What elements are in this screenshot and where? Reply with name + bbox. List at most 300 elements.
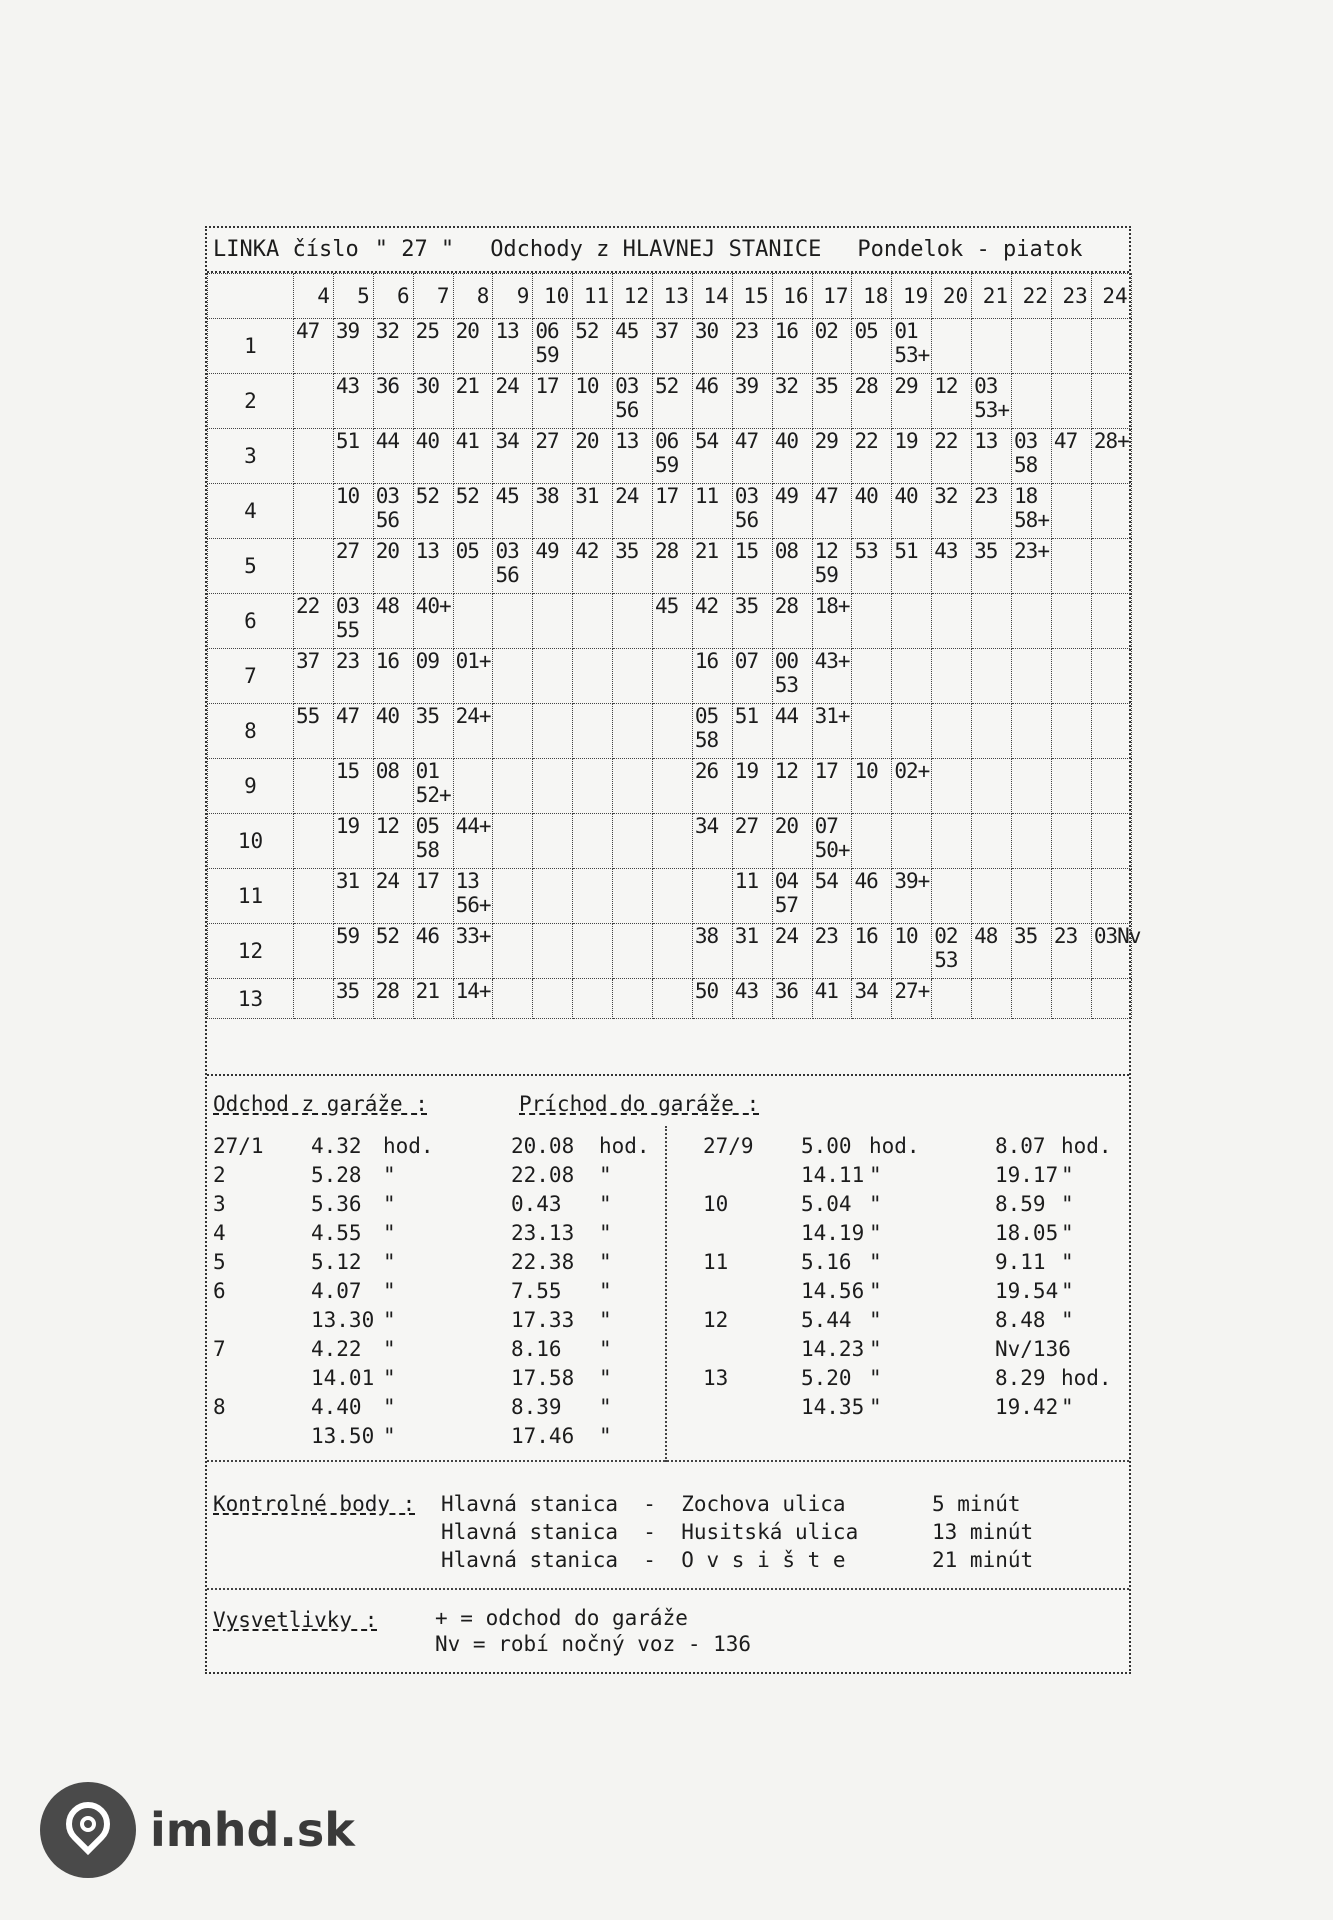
time-unit: " [599, 1395, 612, 1419]
departure-cell [732, 924, 772, 979]
departure-cell [493, 814, 533, 869]
departure-minute: 19 [734, 759, 759, 783]
departure-cell [333, 759, 373, 814]
departure-cell [533, 979, 573, 1019]
departure-cell [613, 704, 653, 759]
departure-cell [972, 429, 1012, 484]
departure-minute: 22 [296, 594, 320, 618]
departure-minute: 13 [495, 319, 519, 343]
departure-minute: 13 [415, 539, 439, 563]
departure-minute: 36 [774, 979, 798, 1003]
departure-cell [972, 594, 1012, 649]
departure-cell [692, 759, 732, 814]
departure-minute: 46 [694, 374, 719, 398]
departure-cell [333, 869, 373, 924]
time-unit: " [383, 1279, 396, 1303]
car-number: 7 [208, 649, 294, 704]
departure-minute: 31+ [814, 704, 850, 728]
departure-cell [294, 374, 334, 429]
garage-departure-time: 5.16 [801, 1250, 852, 1274]
departure-minute: 28 [774, 594, 798, 618]
departure-cell [1091, 539, 1131, 594]
departure-cell [1091, 979, 1131, 1019]
departure-minute: 19 [335, 814, 360, 838]
departure-cell [852, 814, 892, 869]
control-route: Hlavná stanica - O v s i š t e [441, 1548, 846, 1572]
departure-minute: 35 [615, 539, 639, 563]
departure-cell [653, 539, 693, 594]
departure-minute: 09 [415, 649, 439, 673]
departure-minute: 05 [854, 319, 878, 343]
departure-minute: 07 [814, 814, 838, 838]
departure-cell [333, 594, 373, 649]
departure-minute: 31 [734, 924, 759, 948]
departure-minute: 01 [894, 319, 918, 343]
garage-car-number: 2 [213, 1163, 226, 1187]
departure-minute: 40+ [415, 594, 451, 618]
departure-minute: 28 [655, 539, 679, 563]
departure-minute: 13 [974, 429, 998, 453]
car-number: 3 [208, 429, 294, 484]
hour-header: 6 [373, 274, 413, 319]
departure-cell [493, 484, 533, 539]
departure-cell [373, 979, 413, 1019]
departure-cell [772, 869, 812, 924]
departure-cell [294, 539, 334, 594]
departure-minute: 17 [415, 869, 439, 893]
departure-minute: 20 [455, 319, 479, 343]
hour-header: 17 [812, 274, 852, 319]
line-number: " 27 " [374, 237, 455, 262]
departure-cell [1012, 924, 1052, 979]
time-unit: " [599, 1424, 612, 1448]
departure-cell [1051, 924, 1091, 979]
departure-cell [732, 869, 772, 924]
departure-cell [533, 594, 573, 649]
departure-cell [453, 429, 493, 484]
departure-minute: 41 [814, 979, 838, 1003]
time-unit: " [383, 1395, 396, 1419]
departure-minute: 27 [335, 539, 360, 563]
departure-cell [1012, 429, 1052, 484]
departure-minute: 57 [774, 893, 798, 917]
hour-header: 20 [932, 274, 972, 319]
departure-minute: 45 [615, 319, 639, 343]
departure-cell [653, 594, 693, 649]
grid-row [208, 319, 1132, 374]
garage-departure-time: 5.12 [311, 1250, 362, 1274]
time-unit: " [599, 1308, 612, 1332]
departure-minute: 11 [734, 869, 759, 893]
garage-car-number: 27/9 [703, 1134, 754, 1158]
garage-car-number: 11 [703, 1250, 729, 1274]
departure-minute: 11 [694, 484, 719, 508]
departure-cell [413, 649, 453, 704]
departure-cell [493, 869, 533, 924]
departure-cell [932, 704, 972, 759]
departure-minute: 29 [894, 374, 918, 398]
departure-minute: 43 [734, 979, 759, 1003]
time-unit: " [599, 1366, 612, 1390]
garage-arrival-title: Príchod do garáže : [519, 1092, 760, 1116]
departure-minute: 59 [335, 924, 360, 948]
garage-arrival-time: 22.38 [511, 1250, 575, 1274]
departure-cell [932, 594, 972, 649]
departure-cell [892, 594, 932, 649]
departure-minute: 53+ [974, 398, 1010, 422]
departure-cell [892, 649, 932, 704]
departure-cell [333, 924, 373, 979]
departure-cell [932, 649, 972, 704]
time-unit: " [869, 1192, 882, 1216]
departure-cell [613, 759, 653, 814]
timetable-title [207, 228, 1129, 273]
departure-cell [533, 319, 573, 374]
departure-cell [1012, 319, 1052, 374]
departure-minute: 35 [335, 979, 360, 1003]
garage-car-number: 7 [213, 1337, 226, 1361]
departure-minute: 40 [854, 484, 878, 508]
departure-cell [373, 374, 413, 429]
time-unit: " [869, 1395, 882, 1419]
departure-cell [1012, 704, 1052, 759]
departure-minute: 32 [774, 374, 798, 398]
departure-cell [932, 319, 972, 374]
time-unit: " [869, 1366, 882, 1390]
departure-cell [573, 814, 613, 869]
departure-cell [413, 979, 453, 1019]
time-unit: " [383, 1424, 396, 1448]
departure-minute: 03 [974, 374, 998, 398]
departure-minute: 47 [814, 484, 838, 508]
departure-grid [207, 273, 1141, 1019]
departure-cell [573, 759, 613, 814]
departure-cell [1051, 484, 1091, 539]
garage-departure-time: 14.23 [801, 1337, 865, 1361]
hour-header: 24 [1091, 274, 1131, 319]
grid-corner [208, 274, 294, 319]
departure-minute: 18 [1014, 484, 1038, 508]
departure-minute: 53 [774, 673, 798, 697]
departure-cell [333, 704, 373, 759]
departure-cell [692, 869, 732, 924]
departure-cell [493, 594, 533, 649]
garage-arrival-time: 17.33 [511, 1308, 575, 1332]
time-unit: " [1061, 1221, 1074, 1245]
control-points-title: Kontrolné body : [213, 1492, 416, 1516]
departure-cell [812, 649, 852, 704]
departure-cell [1012, 539, 1052, 594]
garage-arrival-time: 7.55 [511, 1279, 562, 1303]
departure-cell [1012, 869, 1052, 924]
departure-minute: 07 [734, 649, 759, 673]
departure-minute: 22 [854, 429, 878, 453]
departure-minute: 24+ [455, 704, 491, 728]
car-number: 4 [208, 484, 294, 539]
departure-cell [294, 594, 334, 649]
departure-minute: 49 [774, 484, 798, 508]
departure-cell [692, 649, 732, 704]
departure-minute: 16 [375, 649, 400, 673]
garage-car-number: 4 [213, 1221, 226, 1245]
departure-minute: 39 [734, 374, 759, 398]
departure-cell [573, 374, 613, 429]
line-label: LINKA číslo [213, 237, 359, 262]
departure-cell [692, 319, 732, 374]
control-time: 21 minút [932, 1548, 1034, 1572]
departure-cell [972, 649, 1012, 704]
car-number: 6 [208, 594, 294, 649]
departure-minute: 23 [734, 319, 759, 343]
departure-minute: 51 [894, 539, 918, 563]
departure-cell [413, 869, 453, 924]
departure-minute: 44+ [455, 814, 491, 838]
departure-minute: 03 [615, 374, 639, 398]
departure-minute: 00 [774, 649, 798, 673]
departure-cell [493, 374, 533, 429]
departure-cell [1091, 594, 1131, 649]
departure-cell [1051, 374, 1091, 429]
departure-minute: 05 [694, 704, 719, 728]
logo-text: imhd.sk [150, 1803, 355, 1857]
garage-departure-time: 5.00 [801, 1134, 852, 1158]
departure-cell [892, 319, 932, 374]
departure-cell [772, 319, 812, 374]
departure-minute: 21 [415, 979, 439, 1003]
departure-minute: 37 [296, 649, 320, 673]
departure-minute: 14+ [455, 979, 491, 1003]
departure-cell [852, 869, 892, 924]
time-unit: " [599, 1192, 612, 1216]
departure-cell [972, 979, 1012, 1019]
departure-cell [653, 374, 693, 429]
departure-cell [294, 484, 334, 539]
departure-cell [892, 869, 932, 924]
time-unit: " [869, 1337, 882, 1361]
departure-cell [533, 649, 573, 704]
departures-label: Odchody z HLAVNEJ STANICE [490, 237, 822, 262]
departure-minute: 53+ [894, 343, 930, 367]
departure-minute: 01 [415, 759, 439, 783]
departure-cell [453, 924, 493, 979]
departure-minute: 45 [655, 594, 679, 618]
hour-header: 21 [972, 274, 1012, 319]
garage-section [207, 1074, 1129, 1474]
departure-cell [1012, 979, 1052, 1019]
departure-minute: 52 [455, 484, 479, 508]
grid-row [208, 704, 1132, 759]
departure-cell [333, 649, 373, 704]
departure-minute: 34 [854, 979, 878, 1003]
departure-cell [373, 484, 413, 539]
departure-cell [453, 319, 493, 374]
time-unit: hod. [383, 1134, 434, 1158]
departure-cell [653, 924, 693, 979]
garage-arrival-time: 19.17 [995, 1163, 1059, 1187]
departure-cell [533, 484, 573, 539]
departure-cell [373, 814, 413, 869]
departure-cell [892, 924, 932, 979]
departure-cell [692, 814, 732, 869]
departure-minute: 06 [655, 429, 679, 453]
departure-minute: 56 [615, 398, 639, 422]
garage-arrival-time: 19.54 [995, 1279, 1059, 1303]
departure-cell [852, 374, 892, 429]
departure-cell [613, 649, 653, 704]
departure-minute: 36 [375, 374, 400, 398]
departure-minute: 42 [694, 594, 719, 618]
departure-minute: 22 [934, 429, 958, 453]
hour-header: 4 [294, 274, 334, 319]
control-time: 13 minút [932, 1520, 1034, 1544]
departure-minute: 50 [694, 979, 719, 1003]
departure-cell [1091, 429, 1131, 484]
garage-arrival-time: 23.13 [511, 1221, 575, 1245]
time-unit: " [599, 1250, 612, 1274]
departure-cell [453, 594, 493, 649]
departure-cell [493, 429, 533, 484]
departure-cell [613, 979, 653, 1019]
departure-cell [453, 759, 493, 814]
departure-minute: 43 [934, 539, 958, 563]
departure-minute: 33+ [455, 924, 491, 948]
departure-cell [533, 539, 573, 594]
car-number: 2 [208, 374, 294, 429]
garage-arrival-time: 8.48 [995, 1308, 1046, 1332]
car-number: 5 [208, 539, 294, 594]
departure-minute: 44 [375, 429, 400, 453]
departure-minute: 10 [575, 374, 599, 398]
departure-minute: 23 [335, 649, 360, 673]
departure-cell [1091, 814, 1131, 869]
time-unit: hod. [599, 1134, 650, 1158]
departure-cell [692, 924, 732, 979]
departure-cell [892, 759, 932, 814]
garage-departure-time: 4.55 [311, 1221, 362, 1245]
departure-minute: 05 [415, 814, 439, 838]
departure-minute: 47 [1053, 429, 1078, 453]
departure-minute: 03 [734, 484, 759, 508]
grid-row [208, 869, 1132, 924]
departure-cell [493, 704, 533, 759]
departure-minute: 21 [694, 539, 719, 563]
departure-minute: 43+ [814, 649, 850, 673]
garage-car-number: 10 [703, 1192, 729, 1216]
garage-divider [665, 1126, 667, 1462]
departure-minute: 28 [375, 979, 400, 1003]
departure-cell [732, 704, 772, 759]
departure-minute: 44 [774, 704, 798, 728]
hour-header: 18 [852, 274, 892, 319]
departure-cell [373, 429, 413, 484]
legend-line: + = odchod do garáže [435, 1606, 688, 1630]
departure-cell [932, 869, 972, 924]
departure-minute: 24 [774, 924, 798, 948]
departure-cell [373, 924, 413, 979]
departure-cell [573, 924, 613, 979]
departure-cell [732, 319, 772, 374]
departure-minute: 02 [934, 924, 958, 948]
departure-cell [333, 539, 373, 594]
departure-minute: 42 [575, 539, 599, 563]
departure-minute: 40 [774, 429, 798, 453]
map-pin-icon [40, 1782, 136, 1878]
departure-minute: 35 [974, 539, 998, 563]
departure-minute: 12 [375, 814, 400, 838]
departure-cell [812, 924, 852, 979]
car-number: 8 [208, 704, 294, 759]
departure-cell [573, 319, 613, 374]
car-number: 9 [208, 759, 294, 814]
time-unit: " [869, 1221, 882, 1245]
garage-arrival-time: 8.39 [511, 1395, 562, 1419]
departure-cell [1091, 924, 1141, 979]
hour-header: 8 [453, 274, 493, 319]
grid-row [208, 979, 1132, 1019]
departure-minute: 10 [894, 924, 918, 948]
departure-cell [932, 539, 972, 594]
departure-minute: 58 [415, 838, 439, 862]
departure-cell [573, 484, 613, 539]
time-unit: " [1061, 1395, 1074, 1419]
time-unit: " [383, 1163, 396, 1187]
departure-cell [653, 759, 693, 814]
hour-header: 15 [732, 274, 772, 319]
departure-minute: 24 [495, 374, 519, 398]
departure-cell [852, 429, 892, 484]
departure-cell [772, 374, 812, 429]
departure-minute: 15 [335, 759, 360, 783]
departure-cell [812, 869, 852, 924]
departure-cell [852, 979, 892, 1019]
garage-departure-time: 14.01 [311, 1366, 375, 1390]
departure-cell [812, 539, 852, 594]
departure-cell [1091, 759, 1131, 814]
departure-cell [772, 594, 812, 649]
departure-minute: 23 [1053, 924, 1078, 948]
departure-minute: 03Nv [1093, 924, 1141, 948]
departure-cell [812, 979, 852, 1019]
garage-departure-time: 14.56 [801, 1279, 865, 1303]
departure-minute: 39 [335, 319, 360, 343]
departure-cell [413, 594, 453, 649]
departure-cell [453, 484, 493, 539]
garage-departure-time: 13.30 [311, 1308, 375, 1332]
departure-cell [373, 869, 413, 924]
departure-cell [573, 869, 613, 924]
departure-cell [732, 759, 772, 814]
departure-minute: 45 [495, 484, 519, 508]
grid-row [208, 374, 1132, 429]
departure-cell [732, 484, 772, 539]
time-unit: hod. [1061, 1134, 1112, 1158]
departure-cell [1051, 814, 1091, 869]
departure-cell [573, 429, 613, 484]
departure-minute: 12 [934, 374, 958, 398]
grid-row [208, 924, 1132, 979]
departure-cell [1091, 319, 1131, 374]
time-unit: " [869, 1308, 882, 1332]
departure-minute: 30 [694, 319, 719, 343]
garage-arrival-time: 18.05 [995, 1221, 1059, 1245]
time-unit: " [869, 1163, 882, 1187]
departure-cell [294, 319, 334, 374]
departure-minute: 16 [854, 924, 878, 948]
departure-cell [333, 374, 373, 429]
departure-cell [533, 374, 573, 429]
departure-minute: 52 [575, 319, 599, 343]
departure-cell [373, 649, 413, 704]
